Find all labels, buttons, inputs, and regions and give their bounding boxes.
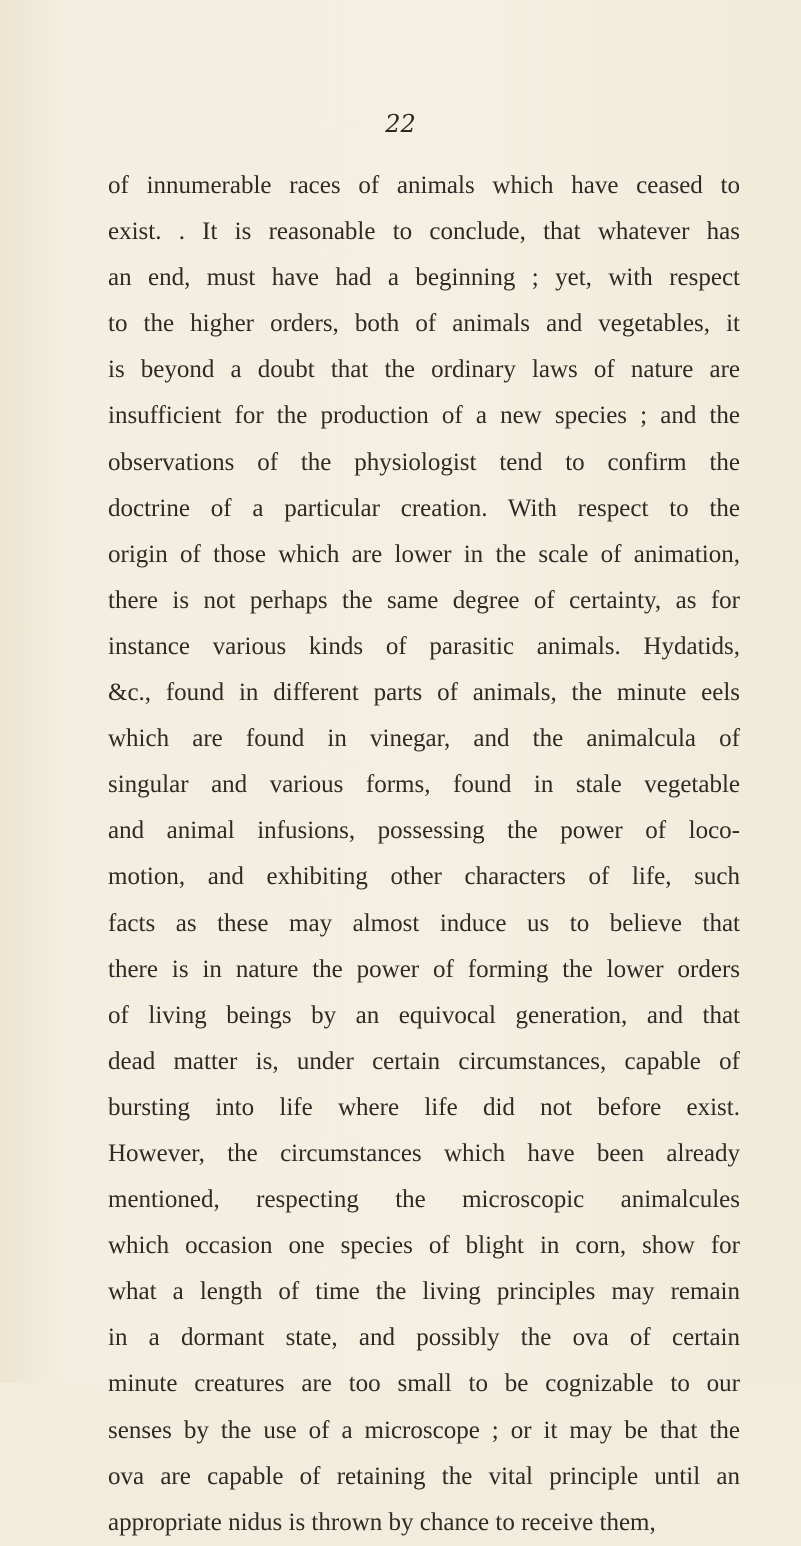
text-line: facts as these may almost induce us to believe that (108, 909, 740, 937)
text-line: which are found in vinegar, and the animalcula of (108, 725, 740, 753)
text-line: to the higher orders, both of animals and vegetables, it (108, 310, 740, 338)
text-line: doctrine of a particular creation. With respect to the (108, 494, 740, 522)
text-line: there is not perhaps the same degree of certainty, as for (108, 586, 740, 614)
text-line: However, the circumstances which have been already (108, 1139, 740, 1167)
text-line: mentioned, respecting the microscopic animalcules (108, 1186, 740, 1214)
text-line: an end, must have had a beginning ; yet, with respect (108, 264, 740, 292)
text-line: of living beings by an equivocal generation, and that (108, 1001, 740, 1029)
text-line: origin of those which are lower in the scale of animation, (108, 540, 740, 568)
text-line: minute creatures are too small to be cognizable to our (108, 1370, 740, 1398)
text-line: is beyond a doubt that the ordinary laws of nature are (108, 356, 740, 384)
text-line: in a dormant state, and possibly the ova of certain (108, 1324, 740, 1352)
text-line: observations of the physiologist tend to confirm the (108, 448, 740, 476)
text-line: appropriate nidus is thrown by chance to receive them, (108, 1508, 656, 1536)
text-line: dead matter is, under certain circumstances, capable of (108, 1047, 740, 1075)
text-line: singular and various forms, found in stale vegetable (108, 771, 740, 799)
text-line: which occasion one species of blight in corn, show for (108, 1232, 740, 1260)
text-line: instance various kinds of parasitic animals. Hydatids, (108, 632, 740, 660)
body-text (108, 163, 740, 1546)
text-line: there is in nature the power of forming the lower orders (108, 955, 740, 983)
text-line: exist. . It is reasonable to conclude, that whatever has (108, 218, 740, 246)
text-line: what a length of time the living principles may remain (108, 1278, 740, 1306)
text-line: ova are capable of retaining the vital principle until an (108, 1462, 740, 1490)
page-number: 22 (385, 110, 416, 138)
text-line: motion, and exhibiting other characters of life, such (108, 863, 740, 891)
text-line: of innumerable races of animals which have ceased to (108, 172, 740, 199)
text-line: and animal infusions, possessing the power of loco- (108, 817, 740, 845)
text-line: senses by the use of a microscope ; or it may be that the (108, 1416, 740, 1444)
text-line: &c., found in different parts of animals, the minute eels (108, 679, 740, 707)
text-line: insufficient for the production of a new species ; and the (108, 402, 740, 430)
text-line: bursting into life where life did not before exist. (108, 1093, 740, 1121)
